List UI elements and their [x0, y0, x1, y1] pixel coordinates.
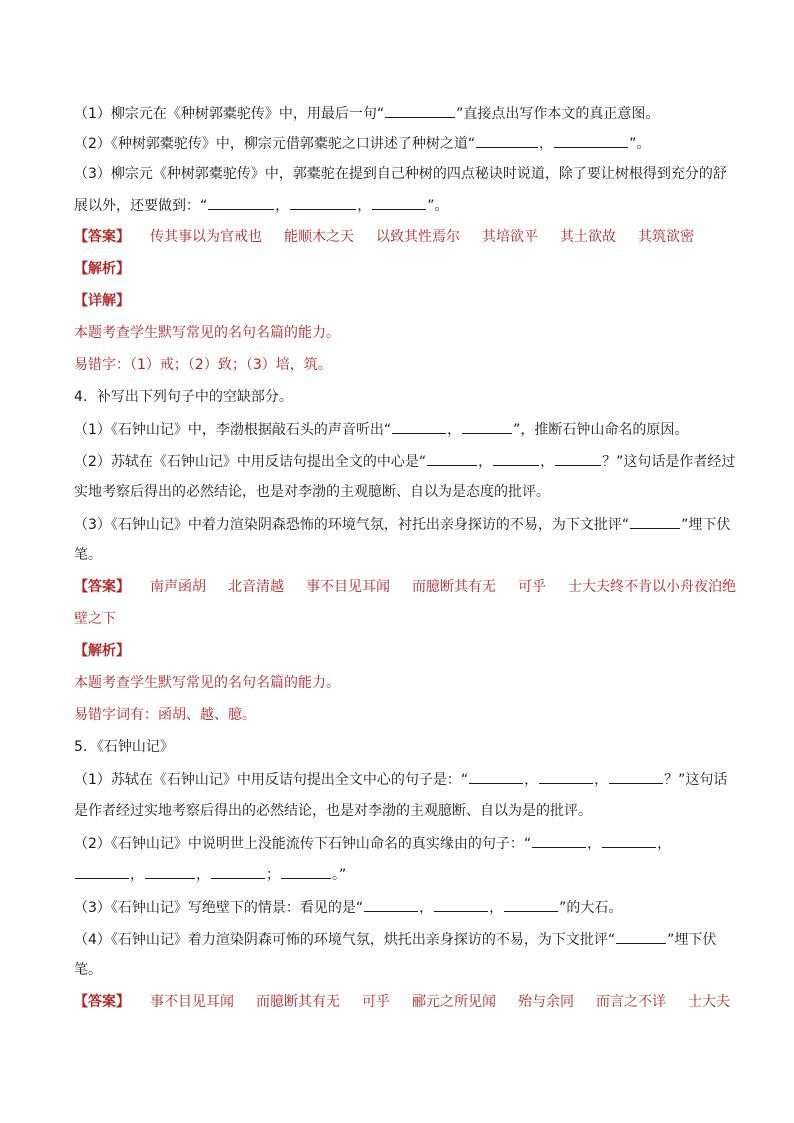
- blank: [208, 195, 274, 210]
- comma: ，: [447, 422, 462, 438]
- q4-item-2-text-a: （2）苏轼在《石钟山记》中用反诘句提出全文的中心是“: [74, 454, 427, 470]
- q5-item-1: [74, 769, 728, 790]
- blank: [469, 769, 523, 784]
- q3-item-3-cont-text: 展以外，还要做到：“: [74, 198, 208, 214]
- blank: [504, 897, 558, 912]
- blank: [385, 103, 455, 118]
- comma: ，: [539, 136, 554, 152]
- blank: [554, 133, 628, 148]
- answer-item: 事不目见耳闻: [306, 579, 390, 595]
- answer-item: 事不目见耳闻: [150, 994, 234, 1010]
- comma: ，: [196, 867, 210, 883]
- q4-item-3-text-a: （3）《石钟山记》中着力渲染阴森恐怖的环境气氛，衬托出亲身探访的不易，为下文批评“: [74, 517, 630, 533]
- q5-item-2: [74, 833, 722, 854]
- q5-item-4-text-a: （4）《石钟山记》着力渲染阴森可怖的环境气氛，烘托出亲身探访的不易，为下文批评“: [74, 932, 616, 948]
- q5-item-4-cont: 笔。: [74, 962, 102, 978]
- answer-item: 而臆断其有无: [412, 579, 496, 595]
- blank: [392, 419, 446, 434]
- q5-item-2-text-a: （2）《石钟山记》中说明世上没能流传下石钟山命名的真实缘由的句子：“: [74, 836, 532, 852]
- q4-item-3-cont: 笔。: [74, 547, 102, 563]
- q5-title: 5．《石钟山记》: [74, 739, 174, 755]
- detail-text: 本题考查学生默写常见的名句名篇的能力。: [74, 325, 340, 341]
- blank: [290, 195, 356, 210]
- blank: [364, 897, 418, 912]
- analysis-tag: 【解析】: [74, 261, 130, 277]
- blank: [75, 864, 129, 879]
- q4-item-1: [74, 419, 722, 440]
- answer-item: 以致其性焉尔: [376, 229, 460, 245]
- comma: ，: [419, 900, 434, 916]
- detail-tag: 【详解】: [74, 293, 130, 309]
- blank: [281, 864, 331, 879]
- analysis-tag: 【解析】: [74, 643, 130, 659]
- q5-item-3-text-b: ”的大石。: [559, 900, 623, 916]
- answer-item: 士大夫: [688, 994, 730, 1010]
- q3-item-2: [74, 133, 722, 154]
- answer-tag: 【答案】: [74, 229, 130, 245]
- answer-item: 能顺木之天: [284, 229, 354, 245]
- blank: [539, 769, 593, 784]
- answer-continuation: 壁之下: [74, 611, 116, 627]
- detail-text: 本题考查学生默写常见的名句名篇的能力。: [74, 675, 340, 691]
- answer-item: 南声函胡: [150, 579, 206, 595]
- q3-answer: [74, 227, 722, 247]
- semicolon: ；: [266, 867, 280, 883]
- q5-item-1-cont: 是作者经过实地考察后得出的必然结论，也是对李渤的主观臆断、自以为是的批评。: [74, 803, 592, 819]
- answer-item: 其培欲平: [482, 229, 538, 245]
- q5-item-2-cont: [74, 864, 722, 885]
- answer-item: 其筑欲密: [638, 229, 694, 245]
- answer-item: 传其事以为官戒也: [150, 229, 262, 245]
- comma: ，: [357, 198, 372, 214]
- answer-item: 郦元之所见闻: [412, 994, 496, 1010]
- answer-item: 其土欲故: [560, 229, 616, 245]
- answer-item: 殆与余同: [518, 994, 574, 1010]
- blank: [462, 419, 512, 434]
- blank: [493, 451, 539, 466]
- answer-tag: 【答案】: [74, 579, 130, 595]
- comma: ，: [540, 454, 555, 470]
- blank: [532, 833, 586, 848]
- blank: [372, 195, 426, 210]
- detail-errors: 易错字：（1）戒；（2）致；（3）培，筑。: [74, 357, 332, 373]
- comma: ，: [524, 772, 539, 788]
- q5-item-3-text-a: （3）《石钟山记》写绝壁下的情景：看见的是“: [74, 900, 364, 916]
- answer-item: 士大夫终不肯以小舟夜泊绝: [568, 579, 736, 595]
- blank: [211, 864, 265, 879]
- q3-item-3-cont: [74, 195, 722, 216]
- blank: [434, 897, 488, 912]
- q4-answer: [74, 577, 736, 597]
- q3-item-3-text: （3）柳宗元《种树郭橐驼传》中，郭橐驼在提到自己种树的四点秘诀时说道，除了要让树根得到充分的舒: [74, 166, 727, 182]
- close-quote: 。”: [332, 867, 347, 883]
- blank: [476, 133, 538, 148]
- comma: ，: [130, 867, 144, 883]
- q4-item-1-text-b: ”，推断石钟山命名的原因。: [513, 422, 689, 438]
- comma: ，: [594, 772, 609, 788]
- close-quote: ”。: [629, 136, 651, 152]
- q5-item-4: [74, 929, 722, 950]
- blank: [602, 833, 656, 848]
- answer-item: 可乎: [362, 994, 390, 1010]
- q4-title: 4．补写出下列句子中的空缺部分。: [74, 389, 293, 405]
- comma: ，: [275, 198, 290, 214]
- q3-item-1: [74, 103, 722, 124]
- comma: ，: [587, 836, 602, 852]
- blank: [427, 451, 477, 466]
- blank: [145, 864, 195, 879]
- answer-item: 而臆断其有无: [256, 994, 340, 1010]
- close-quote: ”。: [427, 198, 449, 214]
- q4-item-2-cont: 实地考察后得出的必然结论，也是对李渤的主观臆断、自以为是态度的批评。: [74, 484, 550, 500]
- comma: ，: [657, 836, 672, 852]
- q3-item-1-text-b: ”直接点出写作本文的真正意图。: [456, 106, 660, 122]
- q3-item-1-text-a: （1）柳宗元在《种树郭橐驼传》中，用最后一句“: [74, 106, 385, 122]
- comma: ，: [489, 900, 504, 916]
- q4-item-3-text-b: ”埋下伏: [681, 517, 731, 533]
- q3-item-3: [74, 164, 727, 184]
- blank: [616, 929, 666, 944]
- q4-item-1-text-a: （1）《石钟山记》中，李渤根据敲石头的声音听出“: [74, 422, 392, 438]
- blank: [555, 451, 601, 466]
- q3-item-2-text-a: （2）《种树郭橐驼传》中，柳宗元借郭橐驼之口讲述了种树之道“: [74, 136, 476, 152]
- q5-item-3: [74, 897, 722, 918]
- q4-item-3: [74, 514, 731, 535]
- comma: ，: [478, 454, 493, 470]
- q5-item-1-text-a: （1）苏轼在《石钟山记》中用反诘句提出全文中心的句子是：“: [74, 772, 469, 788]
- detail-errors: 易错字词有：函胡、越、臆。: [74, 707, 256, 723]
- answer-item: 可乎: [518, 579, 546, 595]
- answer-item: 而言之不详: [596, 994, 666, 1010]
- q4-item-2: [74, 451, 736, 472]
- q5-answer: [74, 992, 730, 1012]
- blank: [630, 514, 680, 529]
- q4-item-2-text-b: ？”这句话是作者经过: [602, 454, 736, 470]
- answer-item: 北音清越: [228, 579, 284, 595]
- q5-item-4-text-b: ”埋下伏: [667, 932, 717, 948]
- answer-tag: 【答案】: [74, 994, 130, 1010]
- q5-item-1-text-b: ？”这句话: [664, 772, 728, 788]
- blank: [609, 769, 663, 784]
